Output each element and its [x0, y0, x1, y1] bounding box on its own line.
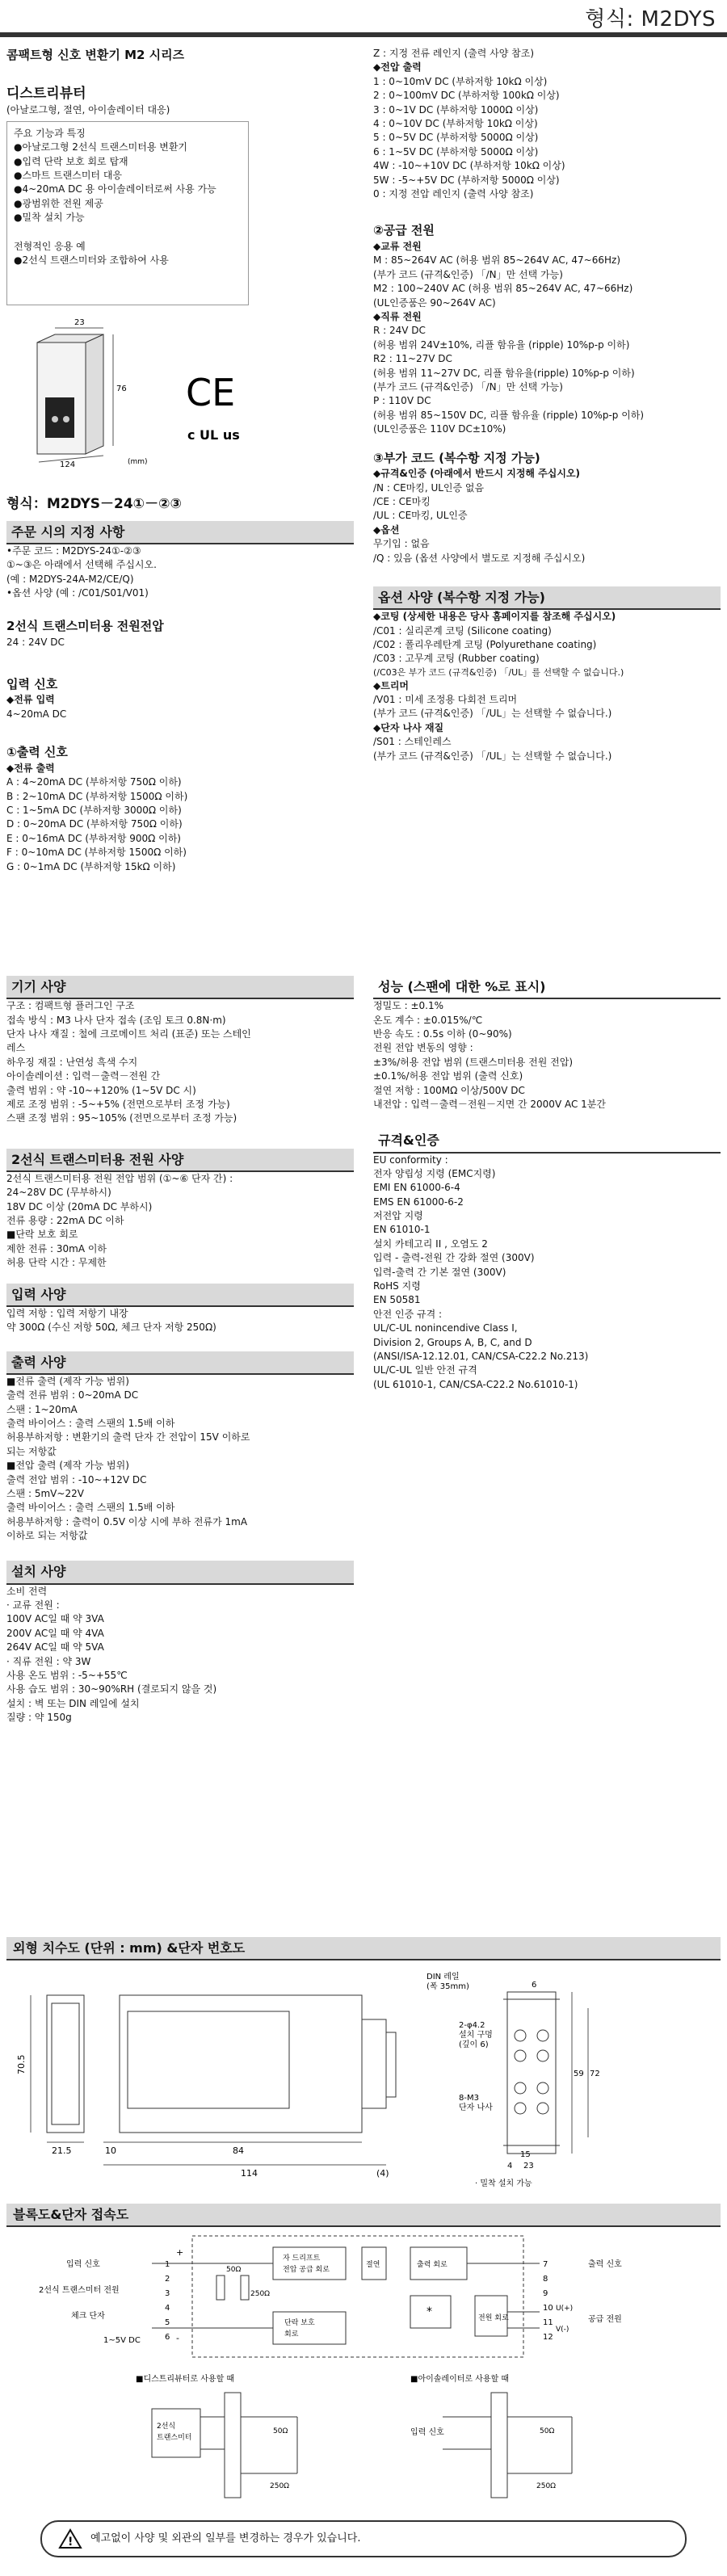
dc-sub: ◆직류 전원 — [373, 311, 422, 322]
term-line: /S01 : 스테인레스 — [373, 736, 452, 748]
wiring-diagram — [6, 2231, 721, 2514]
perf-line: 절연 저항 : 100MΩ 이상/500V DC — [373, 1084, 525, 1096]
perf-line: ±0.1%/허용 전압 범위 (출력 신호) — [373, 1070, 523, 1082]
input-spec-title: 입력 사양 — [6, 1284, 354, 1307]
feature-item: ●스마트 트랜스미터 대응 — [14, 169, 123, 181]
hole-label-2: 설치 구멍 — [459, 2031, 493, 2040]
cert-title: 규격&인증 — [373, 1129, 721, 1153]
order-line: ①~③은 아래에서 선택해 주십시오. — [6, 559, 157, 571]
volt-option: 1 : 0~10mV DC (부하저항 10kΩ 이상) — [373, 75, 548, 87]
device-line: 구조 : 컴팩트형 플러그인 구조 — [6, 1000, 135, 1012]
coat-line: /C02 : 폴리우레탄계 코팅 (Polyurethane coating) — [373, 638, 597, 650]
isolator-input-label: 입력 신호 — [410, 2428, 444, 2437]
features-title: 주요 기능과 특징 — [14, 127, 86, 139]
two-wire-tx-label-2: 트랜스미터 — [157, 2434, 192, 2442]
cert-line: 안전 인증 규격 : — [373, 1308, 443, 1320]
out-line: 허용부하저항 : 출력이 0.5V 이상 시에 부하 전류가 1mA — [6, 1515, 248, 1528]
std-line: /N : CE마킹, UL인증 없음 — [373, 481, 485, 494]
output-option: A : 4~20mA DC (부하저항 750Ω 이하) — [6, 776, 182, 788]
supply-label: 공급 전원 — [588, 2315, 622, 2324]
cert-line: 설치 카테고리 II , 오염도 2 — [373, 1238, 488, 1250]
feature-item: ●4~20mA DC 용 아이솔레이터로써 사용 가능 — [14, 183, 216, 195]
check-terminal-label: 체크 단자 — [71, 2312, 105, 2321]
cert-line: 입력-출력 간 기본 절연 (300V) — [373, 1266, 506, 1278]
out-line: ■전류 출력 (제작 가능 범위) — [6, 1375, 129, 1387]
tx-line: 18V DC 이상 (20mA DC 부하시) — [6, 1200, 153, 1212]
output-title: ①출력 신호 — [6, 745, 68, 760]
model-code-section — [6, 494, 354, 874]
series-title: 콤팩트형 신호 변환기 M2 시리즈 — [6, 48, 185, 62]
feature-item: ●아날로그형 2선식 트랜스미터용 변환기 — [14, 141, 188, 153]
product-illustration — [6, 310, 346, 468]
screw-label-2: 단자 나사 — [459, 2103, 493, 2112]
svg-text:!: ! — [68, 2536, 74, 2549]
block-power: 전원 회로 — [478, 2314, 509, 2322]
output-option: D : 0~20mA DC (부하저항 750Ω 이하) — [6, 818, 183, 830]
ac-line: (UL인증품은 90~264V AC) — [373, 296, 496, 309]
output-option: E : 0~16mA DC (부하저항 900Ω 이하) — [6, 832, 181, 844]
two-wire-tx-label: 2선식 — [157, 2423, 176, 2431]
tx-line: ■단락 보호 회로 — [6, 1229, 78, 1241]
terminal-number: 10 — [543, 2304, 553, 2313]
cert-line: EMI EN 61000-6-4 — [373, 1182, 460, 1194]
inst-line: · 직류 전원 : 약 3W — [6, 1655, 91, 1667]
ul-mark: c UL us — [187, 427, 240, 443]
inst-line: 사용 온도 범위 : -5~+55℃ — [6, 1670, 128, 1681]
r250-left-label: 250Ω — [270, 2482, 290, 2490]
r250-label: 250Ω — [250, 2290, 271, 2298]
usage-title: 전형적인 응용 예 — [14, 240, 86, 252]
feature-item: ●밀착 설치 가능 — [14, 212, 85, 224]
dim-59: 59 — [574, 2070, 584, 2078]
trim-line: (부가 코드 (규격&인증) 「/UL」는 선택할 수 없습니다.) — [373, 708, 612, 720]
block-limit: 단락 보호 — [284, 2319, 315, 2327]
dimensions-title: 외형 치수도 (단위 : mm) &단자 번호도 — [6, 1937, 721, 1960]
output-option: B : 2~10mA DC (부하저항 1500Ω 이하) — [6, 790, 188, 802]
usage-text: ●2선식 트랜스미터와 조합하여 사용 — [14, 254, 169, 266]
volt-option: 3 : 0~1V DC (부하저항 1000Ω 이상) — [373, 103, 539, 116]
dc-line: (부가 코드 (규격&인증) 「/N」만 선택 가능) — [373, 380, 563, 393]
product-desc: (아날로그형, 절연, 아이솔레이터 대응) — [6, 104, 170, 116]
cert-line: Division 2, Groups A, B, C, and D — [373, 1336, 532, 1348]
std-line: /CE : CE마킹 — [373, 496, 431, 508]
distributor-caption: ■디스트리뷰터로 사용할 때 — [136, 2375, 235, 2384]
volt-option: 0 : 지정 전압 레인지 (출력 사양 참조) — [373, 187, 534, 200]
out-line: ■전압 출력 (제작 가능 범위) — [6, 1460, 129, 1472]
dc-line: P : 110V DC — [373, 395, 431, 407]
cert-line: EN 50581 — [373, 1294, 421, 1306]
r50-label: 50Ω — [226, 2266, 242, 2274]
terminal-number: 6 — [165, 2333, 170, 2342]
ac-sub: ◆교류 전원 — [373, 241, 422, 253]
output-sub: ◆전류 출력 — [6, 762, 55, 774]
model-code-title: 형식：M2DYS－24①－②③ — [6, 496, 182, 512]
spec-right-column — [373, 976, 721, 1392]
device-spec-title: 기기 사양 — [6, 976, 354, 999]
cert-line: 저전압 지령 — [373, 1210, 423, 1222]
tx-power-label: 2선식 트랜스미터 전원 — [39, 2286, 120, 2295]
block-zero-span: 자 드리프트 — [283, 2255, 321, 2263]
dc-line: (UL인증품은 110V DC±10%) — [373, 423, 506, 435]
screw-label: 8-M3 — [459, 2094, 479, 2103]
terminal-number: 5 — [165, 2318, 170, 2327]
tx-spec-title: 2선식 트랜스미터용 전원 사양 — [6, 1149, 354, 1172]
option-spec-title: 옵션 사양 (복수항 지정 가능) — [373, 586, 721, 610]
cert-line: (UL 61010-1, CAN/CSA-C22.2 No.61010-1) — [373, 1378, 578, 1390]
device-line: 제로 조정 범위 : -5~+5% (전면으로부터 조정 가능) — [6, 1098, 230, 1110]
tx-line: 24~28V DC (무부하시) — [6, 1187, 111, 1199]
wiring-title: 블록도&단자 접속도 — [6, 2204, 721, 2227]
dc-line: (허용 범위 85~150V DC, 리플 함유율 (ripple) 10%p-p 이하) — [373, 409, 645, 421]
out-line: 이하로 되는 저항값 — [6, 1530, 88, 1542]
dim-unit: (mm) — [128, 457, 148, 466]
perf-line: 정밀도 : ±0.1% — [373, 1000, 443, 1012]
terminal-number: 8 — [543, 2275, 548, 2284]
product-name: 디스트리뷰터 — [6, 85, 86, 102]
dc-line: (허용 범위 11~27V DC, 리플 함유율(ripple) 10%p-p 이하) — [373, 367, 635, 379]
inst-line: · 교류 전원 : — [6, 1599, 60, 1612]
tx-line: 허용 단락 시간 : 무제한 — [6, 1257, 107, 1269]
output-option: F : 0~10mA DC (부하저항 1500Ω 이하) — [6, 847, 187, 859]
output-spec-title: 출력 사양 — [6, 1351, 354, 1375]
perf-line: 전원 전압 변동의 영향 : — [373, 1042, 473, 1054]
spec-left-column — [6, 976, 354, 1725]
out-line: 출력 전류 범위 : 0~20mA DC — [6, 1389, 139, 1401]
dim-114: 114 — [241, 2168, 258, 2179]
dim-15: 15 — [520, 2150, 531, 2159]
supply-value: 24 : 24V DC — [6, 637, 65, 649]
coat-line: /C03 : 고무계 코팅 (Rubber coating) — [373, 653, 540, 665]
addon-title: ③부가 코드 (복수항 지정 가능) — [373, 450, 540, 465]
din-width-label: (폭 35mm) — [427, 1982, 469, 1991]
dim-23b: 23 — [523, 2162, 534, 2170]
product-drawing — [37, 328, 113, 462]
power-title: ②공급 전원 — [373, 223, 435, 238]
block-output: 출력 회로 — [417, 2261, 448, 2269]
dim-21-5: 21.5 — [52, 2145, 72, 2156]
inst-line: 질량 : 약 150g — [6, 1712, 72, 1724]
ac-line: M : 85~264V AC (허용 범위 85~264V AC, 47~66Hz) — [373, 254, 621, 267]
feature-item: ●입력 단락 보호 회로 탑재 — [14, 155, 128, 167]
terminal-number: 11 — [543, 2318, 553, 2327]
out-line: 스팬 : 5mV~22V — [6, 1487, 84, 1499]
block-isolation: 절연 — [366, 2261, 380, 2269]
input-plus-label: + — [176, 2247, 184, 2258]
device-line: 레스 — [6, 1042, 26, 1054]
r50-right-label: 50Ω — [540, 2427, 555, 2435]
device-line: 아이솔레이션 : 입력－출력－전원 간 — [6, 1070, 161, 1082]
order-line: •옵션 사양 (예 : /C01/S01/V01) — [6, 587, 149, 599]
cert-line: RoHS 지령 — [373, 1280, 421, 1292]
device-line: 출력 범위 : 약 -10~+120% (1~5V DC 시) — [6, 1084, 196, 1096]
tx-line: 제한 전류 : 30mA 이하 — [6, 1242, 107, 1254]
output-option: C : 1~5mA DC (부하저항 3000Ω 이하) — [6, 804, 182, 816]
dimension-drawing — [6, 1963, 721, 2189]
dim-10: 10 — [105, 2145, 116, 2156]
coat-line: /C01 : 실리콘계 코팅 (Silicone coating) — [373, 624, 552, 637]
device-line: 접속 방식 : M3 나사 단자 접속 (조임 토크 0.8N·m) — [6, 1014, 226, 1026]
coat-sub: ◆코팅 (상세한 내용은 당사 홈페이지를 참조해 주십시오) — [373, 611, 616, 623]
out-line: 출력 전압 범위 : -10~+12V DC — [6, 1473, 147, 1486]
ac-line: (부가 코드 (규격&인증) 「/N」만 선택 가능) — [373, 268, 563, 280]
volt-option: 2 : 0~100mV DC (부하저항 100kΩ 이상) — [373, 90, 560, 102]
volt-sub: ◆전압 출력 — [373, 61, 422, 74]
out-line: 허용부하저항 : 변환기의 출력 단자 간 전압이 15V 이하로 — [6, 1431, 250, 1443]
ce-mark: CE — [186, 370, 236, 414]
feature-item: ●광범위한 전원 제공 — [14, 197, 103, 209]
cert-line: UL/C-UL nonincendive Class I, — [373, 1322, 518, 1334]
input-sub: ◆전류 입력 — [6, 694, 55, 706]
order-line: (예 : M2DYS-24A-M2/CE/Q) — [6, 573, 134, 585]
opt-sub: ◆옵션 — [373, 523, 400, 536]
dim-23: 23 — [74, 317, 85, 327]
front-view — [31, 1995, 84, 2133]
opt-line: /Q : 있음 (옵션 사양에서 별도로 지정해 주십시오) — [373, 552, 586, 564]
input-value: 4~20mA DC — [6, 708, 67, 720]
u-plus-label: U(+) — [556, 2305, 574, 2313]
out-line: 출력 바이어스 : 출력 스팬의 1.5배 이하 — [6, 1502, 175, 1514]
terminal-number: 1 — [165, 2260, 170, 2269]
inst-line: 설치 : 벽 또는 DIN 레일에 설치 — [6, 1697, 140, 1709]
terminal-number: 9 — [543, 2289, 548, 2298]
cert-line: EMS EN 61000-6-2 — [373, 1196, 464, 1208]
input-title: 입력 신호 — [6, 676, 58, 691]
output-option: G : 0~1mA DC (부하저항 15kΩ 이하) — [6, 860, 176, 872]
z-line: Z : 지정 전류 레인지 (출력 사양 참조) — [373, 48, 535, 59]
term-sub: ◆단자 나사 재질 — [373, 721, 444, 733]
block-zero-span-2: 전압 공급 회로 — [283, 2266, 330, 2274]
volt-option: 4W : -10~+10V DC (부하저항 10kΩ 이상) — [373, 160, 565, 172]
dc-line: R : 24V DC — [373, 325, 426, 337]
intro-column — [6, 47, 354, 472]
hole-label: 2-φ4.2 — [459, 2021, 485, 2030]
terminal-number: 2 — [165, 2275, 170, 2284]
cert-line: EU conformity : — [373, 1154, 448, 1166]
dim-76: 76 — [116, 384, 127, 393]
perf-title: 성능 (스팬에 대한 %로 표시) — [373, 976, 721, 999]
input-minus-label: - — [176, 2333, 179, 2343]
volt-option: 5W : -5~+5V DC (부하저항 5000Ω 이상) — [373, 174, 560, 186]
inst-line: 100V AC일 때 약 3VA — [6, 1613, 104, 1625]
dim-124: 124 — [60, 460, 76, 468]
block-limit-2: 회로 — [284, 2330, 299, 2339]
out-line: 출력 바이어스 : 출력 스팬의 1.5배 이하 — [6, 1417, 175, 1429]
terminal-number: 12 — [543, 2333, 553, 2342]
isolator-caption: ■아이솔레이터로 사용할 때 — [410, 2375, 510, 2384]
hole-label-3: (깊이 6) — [459, 2040, 489, 2049]
std-line: /UL : CE마킹, UL인증 — [373, 510, 468, 522]
side-view — [103, 1995, 396, 2165]
check-voltage-label: 1~5V DC — [103, 2336, 141, 2345]
dim-4b: 4 — [507, 2162, 513, 2170]
dc-line: R2 : 11~27V DC — [373, 353, 452, 365]
inst-line: 200V AC일 때 약 4VA — [6, 1627, 104, 1639]
inst-line: 소비 전력 — [6, 1585, 48, 1597]
opt-line: 무기입 : 없음 — [373, 538, 430, 550]
terminal-number: 4 — [165, 2304, 170, 2313]
coat-line: (/C03은 부가 코드 (규격&인증) 「/UL」를 선택할 수 없습니다.) — [373, 666, 624, 678]
r50-left-label: 50Ω — [273, 2427, 288, 2435]
perf-line: 내전압 : 입력－출력－전원－지면 간 2000V AC 1분간 — [373, 1098, 606, 1110]
std-sub: ◆규격&인증 (아래에서 반드시 지정해 주십시오) — [373, 468, 581, 480]
term-line: (부가 코드 (규격&인증) 「/UL」는 선택할 수 없습니다.) — [373, 750, 612, 762]
tx-line: 전류 용량 : 22mA DC 이하 — [6, 1215, 124, 1227]
ground-mark: * — [427, 2305, 432, 2318]
dim-72: 72 — [590, 2070, 600, 2078]
cert-line: (ANSI/ISA-12.12.01, CAN/CSA-C22.2 No.213) — [373, 1350, 589, 1362]
input-signal-label: 입력 신호 — [66, 2260, 100, 2269]
order-title: 주문 시의 지정 사항 — [6, 521, 354, 544]
notice-banner — [40, 2520, 687, 2557]
cert-line: EN 61010-1 — [373, 1224, 431, 1236]
perf-line: 온도 계수 : ±0.015%/℃ — [373, 1014, 483, 1026]
header-bar — [0, 0, 727, 37]
warning-icon — [58, 2528, 82, 2549]
install-spec-title: 설치 사양 — [6, 1561, 354, 1584]
perf-line: 반응 속도 : 0.5s 이하 (0~90%) — [373, 1027, 512, 1040]
din-rail-label: DIN 레일 — [427, 1973, 460, 1981]
volt-option: 6 : 1~5V DC (부하저항 5000Ω 이상) — [373, 145, 539, 158]
device-line: 스팬 조정 범위 : 95~105% (전면으로부터 조정 가능) — [6, 1112, 237, 1124]
dc-line: (허용 범위 24V±10%, 리플 함유율 (ripple) 10%p-p 이하) — [373, 338, 630, 351]
device-line: 단자 나사 재질 : 철에 크로메이트 처리 (표준) 또는 스테인 — [6, 1027, 251, 1040]
out-line: 스팬 : 1~20mA — [6, 1403, 78, 1415]
tight-install-note: · 밀착 설치 가능 — [475, 2179, 532, 2188]
output-signal-label: 출력 신호 — [588, 2260, 622, 2269]
volt-option: 4 : 0~10V DC (부하저항 10kΩ 이상) — [373, 117, 538, 129]
device-line: 하우징 재질 : 난연성 흑색 수지 — [6, 1056, 138, 1068]
block-diagram — [152, 2236, 540, 2357]
notice-text: 예고없이 사양 및 외관의 일부를 변경하는 경우가 있습니다. — [90, 2532, 361, 2544]
trim-line: /V01 : 미세 조정용 다회전 트리머 — [373, 694, 518, 706]
model-title: 형식: M2DYS — [585, 7, 716, 32]
terminal-number: 3 — [165, 2289, 170, 2298]
inst-line: 사용 습도 범위 : 30~90%RH (결로되지 않을 것) — [6, 1683, 217, 1696]
dim-70-5: 70.5 — [16, 2054, 27, 2074]
v-minus-label: V(-) — [556, 2326, 569, 2334]
cert-line: UL/C-UL 일반 안전 규격 — [373, 1364, 477, 1376]
inst-line: 264V AC일 때 약 5VA — [6, 1641, 104, 1654]
out-line: 되는 저항값 — [6, 1445, 57, 1457]
supply-title: 2선식 트랜스미터용 전원전압 — [6, 619, 164, 634]
dim-4: (4) — [376, 2168, 389, 2179]
features-box — [6, 121, 249, 305]
dim-84: 84 — [233, 2145, 244, 2156]
perf-line: ±3%/허용 전압 범위 (트랜스미터용 전원 전압) — [373, 1056, 574, 1068]
in-line: 입력 저항 : 입력 저항기 내장 — [6, 1307, 128, 1319]
ac-line: M2 : 100~240V AC (허용 범위 85~264V AC, 47~66Hz) — [373, 283, 633, 295]
cert-line: 입력 - 출력-전원 간 강화 절연 (300V) — [373, 1252, 535, 1264]
feature-list — [14, 141, 242, 225]
terminal-number: 7 — [543, 2260, 548, 2269]
volt-option: 5 : 0~5V DC (부하저항 5000Ω 이상) — [373, 132, 539, 144]
dim-6: 6 — [532, 1981, 537, 1990]
cert-line: 전자 양립성 지령 (EMC지령) — [373, 1167, 496, 1179]
order-line: •주문 코드 : M2DYS-24①-②③ — [6, 544, 141, 557]
in-line: 약 300Ω (수신 저항 50Ω, 체크 단자 저항 250Ω) — [6, 1322, 216, 1334]
tx-line: 2선식 트랜스미터용 전원 전압 범위 (①~⑥ 단자 간) : — [6, 1172, 233, 1184]
trim-sub: ◆트리머 — [373, 679, 410, 691]
right-code-column — [373, 47, 721, 763]
r250-right-label: 250Ω — [536, 2482, 557, 2490]
